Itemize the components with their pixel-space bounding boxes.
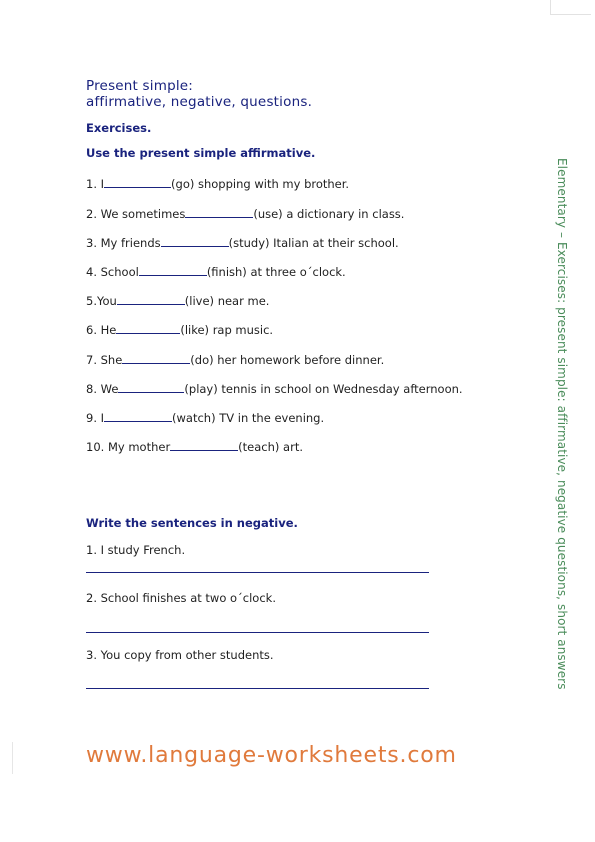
answer-blank[interactable]: [117, 293, 185, 305]
item-text-after: (use) a dictionary in class.: [253, 207, 405, 221]
answer-blank[interactable]: [104, 410, 172, 422]
answer-line[interactable]: [86, 572, 429, 573]
answer-blank[interactable]: [118, 381, 184, 393]
negative-item-prompt: 3. You copy from other students.: [86, 648, 274, 662]
item-text-before: 5.You: [86, 294, 117, 308]
exercise-item: [86, 322, 273, 337]
negative-item-prompt: 1. I study French.: [86, 543, 186, 557]
exercises-label: Exercises.: [86, 121, 152, 135]
exercise-item: [86, 264, 346, 279]
answer-blank[interactable]: [104, 176, 171, 188]
item-text-before: 8. We: [86, 382, 119, 396]
item-text-after: (finish) at three o´clock.: [206, 265, 346, 279]
answer-line[interactable]: [86, 688, 429, 689]
exercise-item: [86, 410, 324, 425]
negative-item-prompt: 2. School finishes at two o´clock.: [86, 591, 276, 605]
answer-blank[interactable]: [161, 235, 229, 247]
answer-blank[interactable]: [122, 352, 190, 364]
page-corner-mark: [550, 0, 591, 15]
title-line-1: Present simple:: [86, 78, 194, 94]
worksheet-title: [86, 78, 312, 110]
item-text-after: (study) Italian at their school.: [228, 236, 399, 250]
answer-blank[interactable]: [139, 264, 207, 276]
item-text-after: (teach) art.: [238, 440, 303, 454]
exercise-item: [86, 206, 404, 221]
item-text-before: 6. He: [86, 323, 117, 337]
item-text-before: 4. School: [86, 265, 139, 279]
item-text-after: (play) tennis in school on Wednesday afternoon.: [184, 382, 463, 396]
exercise-item: [86, 439, 303, 454]
exercise-item: [86, 381, 463, 396]
side-caption: Elementary – Exercises: present simple: affirmative, negative questions, short answers: [555, 158, 569, 690]
exercise-item: [86, 352, 384, 367]
exercise-item: [86, 235, 399, 250]
item-text-after: (like) rap music.: [180, 323, 274, 337]
item-text-before: 1. I: [86, 177, 105, 191]
answer-line[interactable]: [86, 632, 429, 633]
item-text-before: 7. She: [86, 353, 123, 367]
section-1-heading: Use the present simple affirmative.: [86, 146, 316, 160]
item-text-before: 3. My friends: [86, 236, 161, 250]
answer-blank[interactable]: [116, 322, 180, 334]
answer-blank[interactable]: [185, 206, 253, 218]
item-text-before: 9. I: [86, 411, 105, 425]
item-text-after: (live) near me.: [184, 294, 270, 308]
item-text-before: 10. My mother: [86, 440, 171, 454]
title-line-2: affirmative, negative, questions.: [86, 94, 313, 110]
exercise-item: [86, 293, 269, 308]
item-text-after: (watch) TV in the evening.: [172, 411, 325, 425]
footer-website[interactable]: www.language-worksheets.com: [86, 743, 457, 768]
section-2-heading: Write the sentences in negative.: [86, 516, 298, 530]
item-text-after: (go) shopping with my brother.: [171, 177, 350, 191]
item-text-after: (do) her homework before dinner.: [190, 353, 385, 367]
answer-blank[interactable]: [170, 439, 238, 451]
item-text-before: 2. We sometimes: [86, 207, 186, 221]
page-edge-mark: [12, 742, 13, 774]
exercise-item: [86, 176, 349, 191]
